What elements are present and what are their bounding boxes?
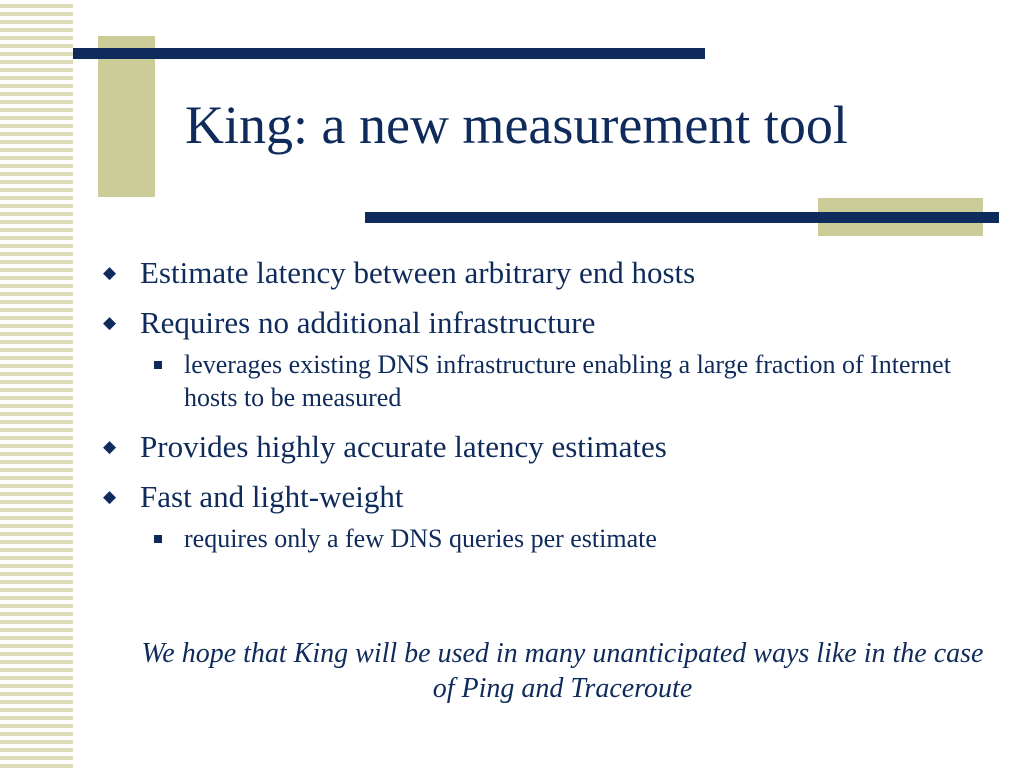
sub-bullet-text: requires only a few DNS queries per estimate xyxy=(184,524,657,553)
diamond-icon: ◆ xyxy=(103,437,117,457)
bullet-item xyxy=(103,304,983,342)
navy-rule-bottom xyxy=(365,212,999,223)
bullet-item xyxy=(103,478,983,516)
tan-accent-block-left xyxy=(98,36,155,197)
square-icon xyxy=(154,361,162,369)
striped-margin-decoration xyxy=(0,0,73,768)
closing-quote: We hope that King will be used in many unanticipated ways like in the case of Ping and Traceroute xyxy=(141,638,984,704)
sub-bullet-item xyxy=(103,522,983,555)
bullet-text: Provides highly accurate latency estimates xyxy=(140,429,667,464)
bullet-item xyxy=(103,254,983,292)
sub-bullet-text: leverages existing DNS infrastructure enabling a large fraction of Internet hosts to be measured xyxy=(184,350,951,412)
slide-title: King: a new measurement tool xyxy=(185,95,848,155)
diamond-icon: ◆ xyxy=(103,487,117,507)
bullet-item xyxy=(103,428,983,466)
square-icon xyxy=(154,535,162,543)
navy-rule-top xyxy=(73,48,705,59)
diamond-icon: ◆ xyxy=(103,313,117,333)
bullet-text: Requires no additional infrastructure xyxy=(140,305,596,340)
sub-bullet-item xyxy=(103,348,983,414)
diamond-icon: ◆ xyxy=(103,263,117,283)
bullet-text: Estimate latency between arbitrary end hosts xyxy=(140,255,696,290)
bullet-text: Fast and light-weight xyxy=(140,479,404,514)
bullet-list xyxy=(103,254,983,569)
